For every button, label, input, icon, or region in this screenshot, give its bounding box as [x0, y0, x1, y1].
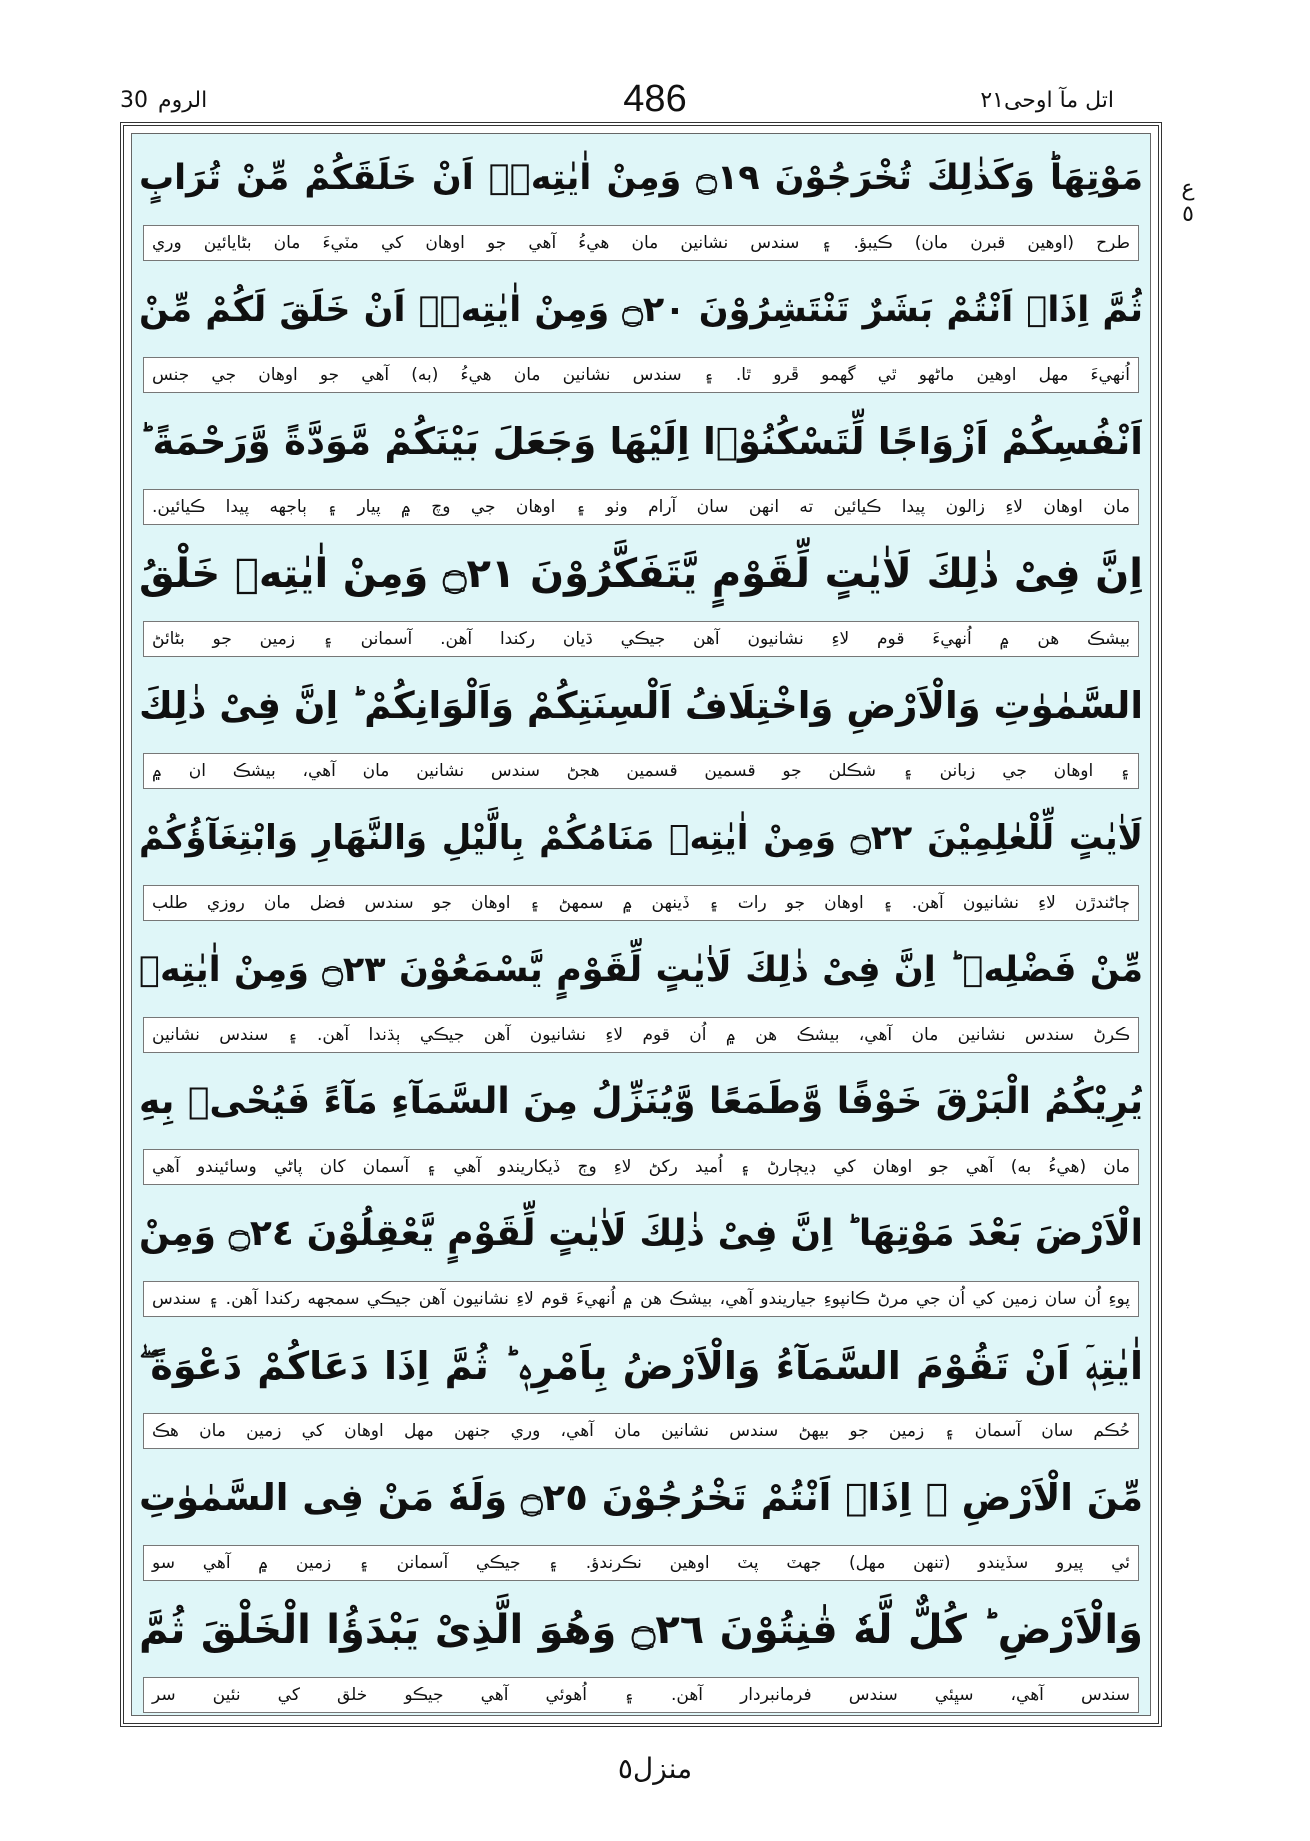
translation-line: حُڪم سان آسمان ۽ زمين جو بيهڻ سندس نشانين مان آهي، وري جنهن مهل اوهان کي زمين مان هڪ [143, 1413, 1139, 1449]
manzil-footer: منزل٥ [617, 1752, 693, 1785]
ruku-symbol: ع [1181, 176, 1195, 201]
translation-line: ڪرڻ سندس نشانين مان آهي، بيشڪ هن ۾ اُن قوم لاءِ نشانيون آهن جيڪي ٻڌندا آهن. ۽ سندس نشانين [143, 1017, 1139, 1053]
translation-line: ڄاڻندڙن لاءِ نشانيون آهن. ۽ اوهان جو رات ۽ ڏينهن ۾ سمهڻ ۽ اوهان جو سندس فضل مان روزي طلب [143, 885, 1139, 921]
translation-line: بيشڪ هن ۾ اُنهيءَ قوم لاءِ نشانيون آهن جيڪي ڌيان رکندا آهن. آسمانن ۽ زمين جو بڻائڻ [143, 621, 1139, 657]
juz-name: اتل مآ اوحى٢١ [980, 88, 1114, 113]
verse-rows [131, 133, 1151, 1716]
arabic-line: يُرِيْكُمُ الْبَرْقَ خَوْفًا وَّطَمَعًا وَّيُنَزِّلُ مِنَ السَّمَآءِ مَآءً فَيُحْىٖ بِهِ [139, 1081, 1143, 1122]
arabic-line: اَنْفُسِكُمْ اَزْوَاجًا لِّتَسْكُنُوْۤا اِلَيْهَا وَجَعَلَ بَيْنَكُمْ مَّوَدَّةً وَّرَحْمَةً ؕ [139, 420, 1143, 463]
arabic-line: السَّمٰوٰتِ وَالْاَرْضِ وَاخْتِلَافُ اَلْسِنَتِكُمْ وَاَلْوَانِكُمْ ؕ اِنَّ فِىْ ذٰلِكَ [139, 684, 1143, 727]
page-frame [120, 122, 1162, 1727]
translation-line: پوءِ اُن سان زمين کي اُن جي مرڻ ڪانپوءِ جياريندو آهي، بيشڪ هن ۾ اُنهيءَ قوم لاءِ نشانيون آهن جيڪي سمجهه رکندا آهن. ۽ سندس [143, 1281, 1139, 1317]
arabic-line: مِّنْ فَضْلِهٖ ؕ اِنَّ فِىْ ذٰلِكَ لَاٰيٰتٍ لِّقَوْمٍ يَّسْمَعُوْنَ ۝٢٣ وَمِنْ اٰيٰتِهٖ [139, 950, 1143, 990]
surah-name: الروم [158, 88, 208, 113]
arabic-line: مَوْتِهَاؕ وَكَذٰلِكَ تُخْرَجُوْنَ ۝١٩ وَمِنْ اٰيٰتِهٖۤ اَنْ خَلَقَكُمْ مِّنْ تُرَابٍ [139, 158, 1143, 198]
arabic-line: الْاَرْضَ بَعْدَ مَوْتِهَا ؕ اِنَّ فِىْ ذٰلِكَ لَاٰيٰتٍ لِّقَوْمٍ يَّعْقِلُوْنَ ۝٢٤ وَمِنْ [139, 1213, 1143, 1254]
translation-line: مان (هيءُ به) آهي جو اوهان کي ڊيڄارڻ ۽ اُميد رکڻ لاءِ وڄ ڏيکاريندو آهي ۽ آسمان کان پاڻي وسائيندو آهي [143, 1149, 1139, 1185]
translation-line: طرح (اوهين قبرن مان) ڪيبؤ. ۽ سندس نشانين مان هيءُ آهي جو اوهان کي مٽيءَ مان بڻايائين وري [143, 225, 1139, 261]
arabic-line: وَالْاَرْضِ ؕ كُلٌّ لَّهٗ قٰنِتُوْنَ ۝٢٦ وَهُوَ الَّذِىْ يَبْدَؤُا الْخَلْقَ ثُمَّ [139, 1607, 1143, 1653]
arabic-line: ثُمَّ اِذَاۤ اَنْتُمْ بَشَرٌ تَنْتَشِرُوْنَ ۝٢٠ وَمِنْ اٰيٰتِهٖۤ اَنْ خَلَقَ لَكُمْ مِّنْ [139, 290, 1143, 330]
arabic-line: مِّنَ الْاَرْضِ ۖ اِذَاۤ اَنْتُمْ تَخْرُجُوْنَ ۝٢٥ وَلَهٗ مَنْ فِى السَّمٰوٰتِ [139, 1476, 1143, 1519]
arabic-line: لَاٰيٰتٍ لِّلْعٰلِمِيْنَ ۝٢٢ وَمِنْ اٰيٰتِهٖ مَنَامُكُمْ بِالَّيْلِ وَالنَّهَارِ وَابْتِغَآؤُكُمْ [139, 818, 1143, 858]
translation-line: ۽ اوهان جي زبانن ۽ شڪلن جو قسمين قسمين هجڻ سندس نشانين مان آهي، بيشڪ ان ۾ [143, 753, 1139, 789]
translation-line: مان اوهان لاءِ زالون پيدا ڪيائين ته انهن سان آرام وٺو ۽ اوهان جي وچ ۾ پيار ۽ ٻاجهه پيدا ڪيائين. [143, 489, 1139, 525]
ruku-marker [1168, 176, 1208, 228]
page-number: 486 [623, 78, 687, 120]
arabic-line: اٰيٰتِهٖۤ اَنْ تَقُوْمَ السَّمَآءُ وَالْاَرْضُ بِاَمْرِهٖ ؕ ثُمَّ اِذَا دَعَاكُمْ دَعْوَةً ۖ [139, 1344, 1143, 1388]
ruku-number: ٥ [1182, 202, 1194, 227]
translation-line: اُنهيءَ مهل اوهين ماڻهو ٿي گهمو ڦرو ٿا. ۽ سندس نشانين مان هيءُ (به) آهي جو اوهان جي جنس [143, 357, 1139, 393]
arabic-line: اِنَّ فِىْ ذٰلِكَ لَاٰيٰتٍ لِّقَوْمٍ يَّتَفَكَّرُوْنَ ۝٢١ وَمِنْ اٰيٰتِهٖ خَلْقُ [139, 551, 1143, 597]
translation-line: سندس آهي، سڀئي سندس فرمانبردار آهن. ۽ اُهوئي آهي جيڪو خلق کي نئين سر [143, 1677, 1139, 1713]
surah-number: 30 [120, 88, 148, 113]
translation-line: ئي پيرو سڏيندو (تنهن مهل) جهٽ پٽ اوهين نڪرندؤ. ۽ جيڪي آسمانن ۽ زمين ۾ آهي سو [143, 1545, 1139, 1581]
